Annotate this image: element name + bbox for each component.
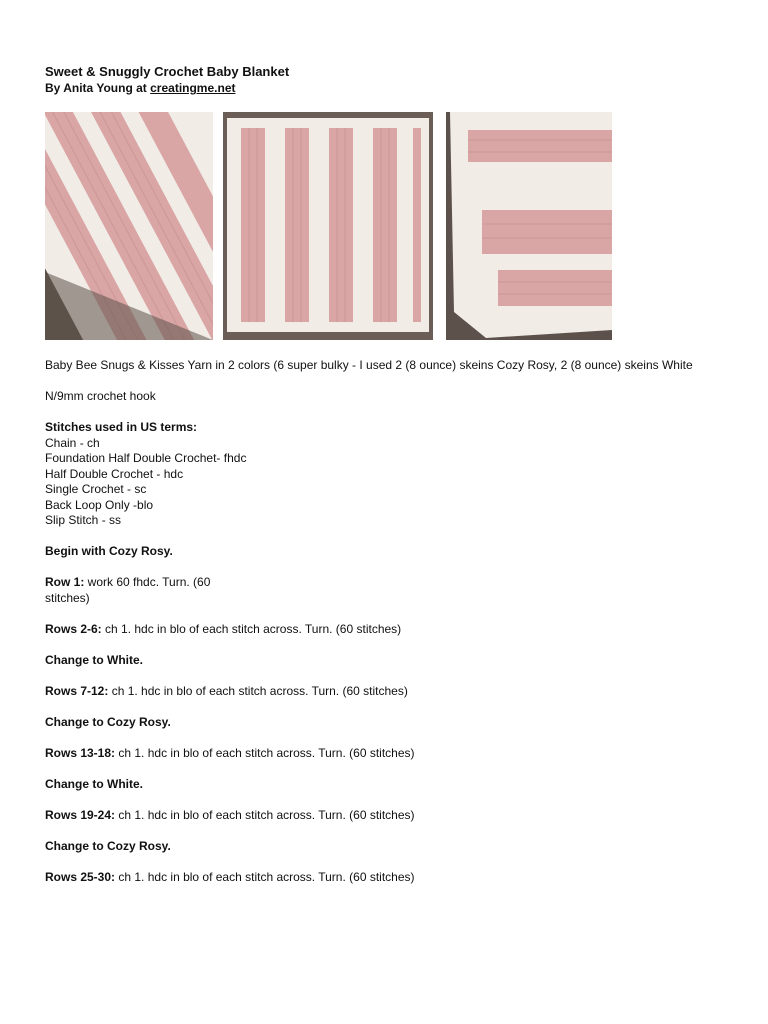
blanket-photo-diagonal — [45, 112, 213, 340]
stitch-item: Half Double Crochet - hdc — [45, 466, 184, 481]
rows-2-6-instruction — [45, 622, 735, 638]
row-text: ch 1. hdc in blo of each stitch across. Turn. (60 stitches) — [115, 869, 415, 884]
row-1-instruction — [45, 575, 235, 606]
color-change: Change to Cozy Rosy. — [45, 838, 171, 853]
row-label: Row 1: — [45, 575, 85, 589]
website-link[interactable]: creatingme.net — [150, 81, 236, 95]
color-change: Change to Cozy Rosy. — [45, 714, 171, 729]
row-text: ch 1. hdc in blo of each stitch across. Turn. (60 stitches) — [101, 621, 402, 636]
color-change: Change to White. — [45, 776, 143, 791]
yarn-materials: Baby Bee Snugs & Kisses Yarn in 2 colors (6 super bulky - I used 2 (8 ounce) skeins Cozy Rosy, 2 (8 ounce) skeins White — [45, 358, 693, 372]
blanket-photo-folded — [446, 112, 612, 340]
hook-materials: N/9mm crochet hook — [45, 389, 156, 403]
byline — [45, 80, 735, 96]
row-text: work 60 fhdc. Turn. (60 stitches) — [45, 575, 211, 605]
rows-7-12-instruction — [45, 684, 735, 700]
row-label: Rows 19-24: — [45, 807, 116, 822]
stitches-heading: Stitches used in US terms: — [45, 420, 198, 434]
stitch-item: Foundation Half Double Crochet- fhdc — [45, 451, 247, 465]
rows-25-30-instruction — [45, 870, 735, 886]
color-change: Change to White. — [45, 652, 143, 667]
rows-13-18-instruction — [45, 746, 735, 762]
row-label: Rows 25-30: — [45, 869, 116, 884]
blanket-photo-full — [223, 112, 433, 340]
row-text: ch 1. hdc in blo of each stitch across. Turn. (60 stitches) — [115, 807, 415, 822]
document-title: Sweet & Snuggly Crochet Baby Blanket — [45, 64, 290, 79]
stitch-item: Chain - ch — [45, 435, 100, 450]
row-text: ch 1. hdc in blo of each stitch across. Turn. (60 stitches) — [115, 745, 415, 760]
rows-19-24-instruction — [45, 808, 735, 824]
document-page — [45, 64, 735, 884]
stitch-item: Back Loop Only -blo — [45, 497, 154, 512]
stitch-item: Single Crochet - sc — [45, 482, 147, 496]
row-label: Rows 2-6: — [45, 621, 102, 636]
begin-instruction: Begin with Cozy Rosy. — [45, 544, 173, 558]
pattern-body — [45, 358, 735, 885]
byline-prefix: By Anita Young at — [45, 81, 151, 95]
row-text: ch 1. hdc in blo of each stitch across. Turn. (60 stitches) — [108, 683, 408, 698]
row-label: Rows 7-12: — [45, 683, 109, 698]
stitch-item: Slip Stitch - ss — [45, 513, 122, 527]
row-label: Rows 13-18: — [45, 745, 116, 760]
